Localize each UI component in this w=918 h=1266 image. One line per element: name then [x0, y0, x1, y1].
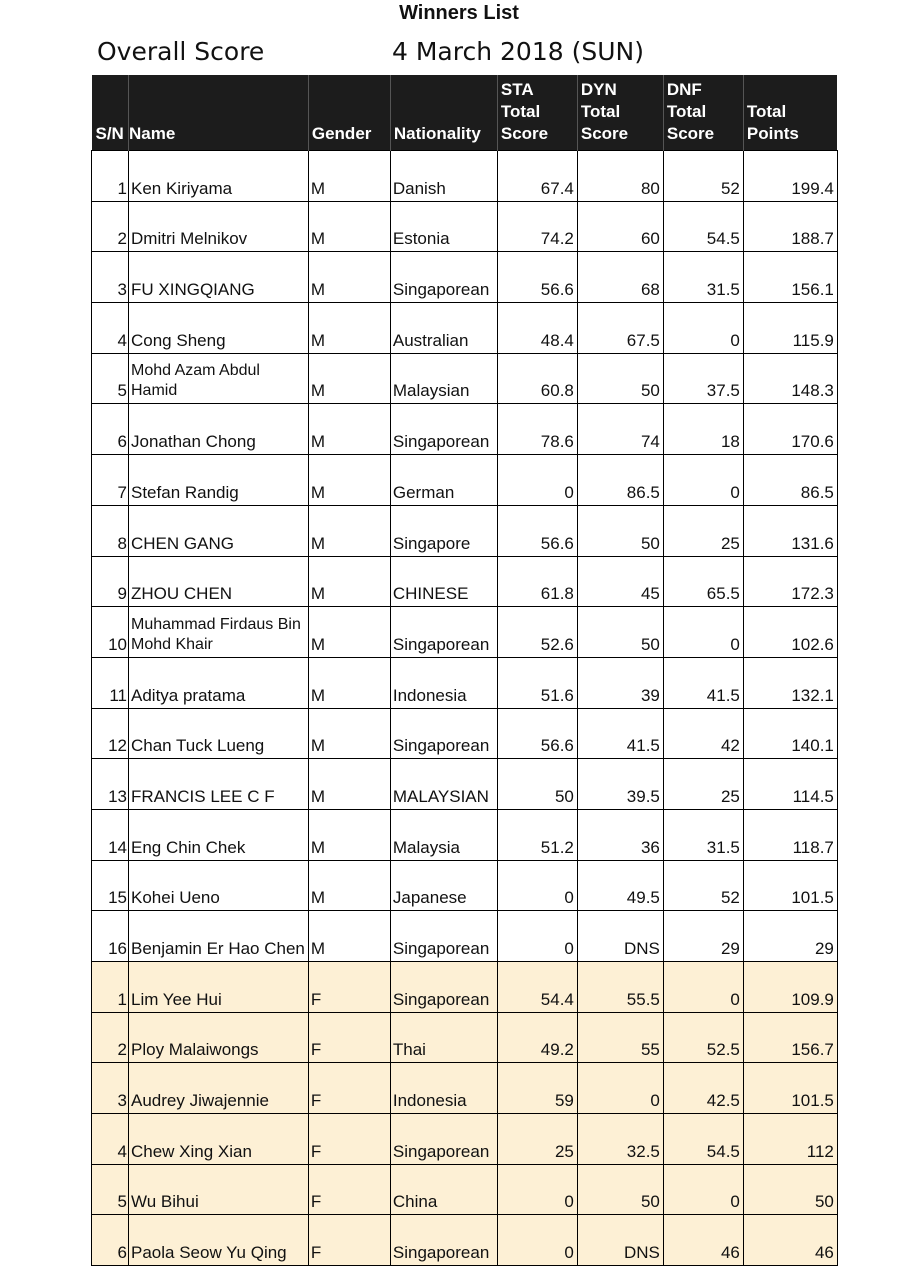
cell-total-points: 46 [743, 1215, 837, 1266]
cell-dnf-score: 37.5 [663, 353, 743, 404]
cell-dyn-score: 50 [577, 353, 663, 404]
cell-gender: M [308, 201, 390, 252]
cell-name [129, 353, 309, 404]
cell-nationality: Malaysian [390, 353, 497, 404]
header-sta-line1: STA [500, 80, 534, 99]
cell-dyn-score: 55.5 [577, 962, 663, 1013]
header-total-line1: Total [746, 102, 787, 121]
table-header [92, 75, 838, 151]
table-row [92, 151, 838, 202]
cell-sta-score: 54.4 [497, 962, 577, 1013]
cell-dyn-score: 39.5 [577, 759, 663, 810]
cell-gender: M [308, 911, 390, 962]
cell-dyn-score: 50 [577, 505, 663, 556]
cell-name: Chan Tuck Lueng [129, 708, 309, 759]
table-row [92, 911, 838, 962]
table-row [92, 607, 838, 658]
cell-total-points: 148.3 [743, 353, 837, 404]
cell-sn: 4 [92, 1114, 129, 1165]
cell-dyn-score: 80 [577, 151, 663, 202]
cell-nationality: Indonesia [390, 1063, 497, 1114]
cell-total-points: 156.7 [743, 1012, 837, 1063]
cell-sn: 5 [92, 353, 129, 404]
cell-gender: F [308, 1215, 390, 1266]
table-row [92, 1215, 838, 1266]
cell-nationality: Singaporean [390, 252, 497, 303]
cell-name [129, 607, 309, 658]
cell-sn: 13 [92, 759, 129, 810]
cell-sta-score: 74.2 [497, 201, 577, 252]
cell-gender: M [308, 657, 390, 708]
table-row [92, 759, 838, 810]
cell-total-points: 188.7 [743, 201, 837, 252]
cell-sn: 16 [92, 911, 129, 962]
cell-total-points: 86.5 [743, 455, 837, 506]
cell-name: Kohei Ueno [129, 860, 309, 911]
cell-name: Benjamin Er Hao Chen [129, 911, 309, 962]
table-row [92, 657, 838, 708]
cell-total-points: 156.1 [743, 252, 837, 303]
cell-dnf-score: 29 [663, 911, 743, 962]
header-gender: Gender [308, 75, 390, 151]
cell-name: Stefan Randig [129, 455, 309, 506]
cell-dnf-score: 0 [663, 1164, 743, 1215]
cell-gender: M [308, 809, 390, 860]
cell-dnf-score: 0 [663, 455, 743, 506]
table-body [92, 151, 838, 1266]
cell-total-points: 112 [743, 1114, 837, 1165]
table-row [92, 353, 838, 404]
cell-dyn-score: 74 [577, 404, 663, 455]
header-dyn-line2: Total [580, 102, 621, 121]
cell-gender: F [308, 1063, 390, 1114]
cell-sn: 1 [92, 962, 129, 1013]
cell-sta-score: 78.6 [497, 404, 577, 455]
cell-sn: 6 [92, 1215, 129, 1266]
cell-nationality: MALAYSIAN [390, 759, 497, 810]
cell-name: Paola Seow Yu Qing [129, 1215, 309, 1266]
cell-dnf-score: 31.5 [663, 809, 743, 860]
cell-sn: 3 [92, 1063, 129, 1114]
cell-dyn-score: 55 [577, 1012, 663, 1063]
cell-dyn-score: 60 [577, 201, 663, 252]
header-dnf-score [663, 75, 743, 151]
cell-total-points: 131.6 [743, 505, 837, 556]
cell-sta-score: 59 [497, 1063, 577, 1114]
header-dyn-score [577, 75, 663, 151]
cell-dnf-score: 46 [663, 1215, 743, 1266]
winners-table [91, 75, 838, 1266]
cell-total-points: 114.5 [743, 759, 837, 810]
header-sta-line3: Score [500, 124, 549, 143]
cell-sta-score: 0 [497, 455, 577, 506]
cell-nationality: Danish [390, 151, 497, 202]
cell-total-points: 50 [743, 1164, 837, 1215]
cell-name: Lim Yee Hui [129, 962, 309, 1013]
cell-sta-score: 51.2 [497, 809, 577, 860]
cell-nationality: Singaporean [390, 404, 497, 455]
cell-dnf-score: 41.5 [663, 657, 743, 708]
cell-name: ZHOU CHEN [129, 556, 309, 607]
document-title: Winners List [399, 2, 519, 24]
cell-total-points: 170.6 [743, 404, 837, 455]
cell-nationality: CHINESE [390, 556, 497, 607]
cell-nationality: Singaporean [390, 962, 497, 1013]
table-row [92, 860, 838, 911]
header-sta-line2: Total [500, 102, 541, 121]
cell-total-points: 29 [743, 911, 837, 962]
cell-gender: M [308, 353, 390, 404]
cell-total-points: 102.6 [743, 607, 837, 658]
cell-dnf-score: 25 [663, 505, 743, 556]
cell-nationality: Singaporean [390, 1114, 497, 1165]
cell-nationality: Singaporean [390, 1215, 497, 1266]
cell-sn: 5 [92, 1164, 129, 1215]
cell-nationality: Singaporean [390, 911, 497, 962]
overall-score-label: Overall Score [97, 37, 265, 66]
table-row [92, 404, 838, 455]
cell-gender: M [308, 303, 390, 354]
cell-name: CHEN GANG [129, 505, 309, 556]
cell-sn: 7 [92, 455, 129, 506]
header-sn: S/N [92, 75, 129, 151]
cell-nationality: Japanese [390, 860, 497, 911]
table-row [92, 455, 838, 506]
cell-sn: 12 [92, 708, 129, 759]
cell-sta-score: 56.6 [497, 708, 577, 759]
cell-dnf-score: 31.5 [663, 252, 743, 303]
table-row [92, 201, 838, 252]
cell-name: Aditya pratama [129, 657, 309, 708]
cell-sta-score: 25 [497, 1114, 577, 1165]
cell-dnf-score: 54.5 [663, 201, 743, 252]
cell-sn: 2 [92, 201, 129, 252]
cell-dnf-score: 25 [663, 759, 743, 810]
cell-sta-score: 50 [497, 759, 577, 810]
cell-dyn-score: 39 [577, 657, 663, 708]
cell-nationality: Thai [390, 1012, 497, 1063]
cell-sta-score: 0 [497, 911, 577, 962]
header-sta-score [497, 75, 577, 151]
cell-name: FRANCIS LEE C F [129, 759, 309, 810]
cell-sn: 1 [92, 151, 129, 202]
cell-dyn-score: 36 [577, 809, 663, 860]
cell-nationality: Malaysia [390, 809, 497, 860]
cell-sta-score: 0 [497, 1164, 577, 1215]
cell-sn: 6 [92, 404, 129, 455]
header-total-points [743, 75, 837, 151]
cell-dnf-score: 0 [663, 303, 743, 354]
cell-name: Cong Sheng [129, 303, 309, 354]
cell-total-points: 118.7 [743, 809, 837, 860]
cell-name-text: Mohd Azam Abdul Hamid [131, 362, 260, 400]
cell-name: Chew Xing Xian [129, 1114, 309, 1165]
cell-nationality: China [390, 1164, 497, 1215]
cell-sn: 4 [92, 303, 129, 354]
cell-total-points: 115.9 [743, 303, 837, 354]
cell-name: FU XINGQIANG [129, 252, 309, 303]
header-row [92, 75, 838, 151]
cell-sta-score: 51.6 [497, 657, 577, 708]
cell-total-points: 109.9 [743, 962, 837, 1013]
table-row [92, 1012, 838, 1063]
cell-sn: 15 [92, 860, 129, 911]
cell-dyn-score: 67.5 [577, 303, 663, 354]
cell-gender: M [308, 252, 390, 303]
header-dnf-line2: Total [666, 102, 707, 121]
cell-dnf-score: 0 [663, 607, 743, 658]
cell-sn: 11 [92, 657, 129, 708]
cell-dnf-score: 52 [663, 151, 743, 202]
cell-nationality: German [390, 455, 497, 506]
cell-sta-score: 52.6 [497, 607, 577, 658]
cell-dyn-score: DNS [577, 911, 663, 962]
cell-gender: M [308, 759, 390, 810]
cell-dnf-score: 52 [663, 860, 743, 911]
table-row [92, 1063, 838, 1114]
cell-gender: M [308, 404, 390, 455]
cell-nationality: Singaporean [390, 607, 497, 658]
cell-gender: M [308, 607, 390, 658]
cell-dyn-score: 45 [577, 556, 663, 607]
cell-dnf-score: 52.5 [663, 1012, 743, 1063]
cell-name: Eng Chin Chek [129, 809, 309, 860]
table-row [92, 809, 838, 860]
cell-name: Jonathan Chong [129, 404, 309, 455]
cell-sta-score: 60.8 [497, 353, 577, 404]
header-nationality: Nationality [390, 75, 497, 151]
table-row [92, 708, 838, 759]
cell-sta-score: 61.8 [497, 556, 577, 607]
cell-nationality: Australian [390, 303, 497, 354]
cell-sn: 14 [92, 809, 129, 860]
header-dyn-line1: DYN [580, 80, 617, 99]
cell-sta-score: 49.2 [497, 1012, 577, 1063]
cell-total-points: 101.5 [743, 1063, 837, 1114]
cell-dyn-score: DNS [577, 1215, 663, 1266]
header-dyn-line3: Score [580, 124, 629, 143]
cell-dyn-score: 32.5 [577, 1114, 663, 1165]
header-total-line2: Points [746, 124, 799, 143]
cell-name: Ploy Malaiwongs [129, 1012, 309, 1063]
table-row [92, 1114, 838, 1165]
cell-gender: M [308, 505, 390, 556]
cell-sn: 3 [92, 252, 129, 303]
cell-gender: F [308, 1114, 390, 1165]
cell-sn: 10 [92, 607, 129, 658]
cell-dnf-score: 54.5 [663, 1114, 743, 1165]
cell-nationality: Singapore [390, 505, 497, 556]
table-row [92, 962, 838, 1013]
header-dnf-line3: Score [666, 124, 715, 143]
cell-dnf-score: 42.5 [663, 1063, 743, 1114]
cell-name: Dmitri Melnikov [129, 201, 309, 252]
cell-gender: M [308, 556, 390, 607]
cell-gender: M [308, 860, 390, 911]
cell-total-points: 199.4 [743, 151, 837, 202]
cell-dnf-score: 65.5 [663, 556, 743, 607]
cell-sta-score: 0 [497, 860, 577, 911]
cell-gender: M [308, 708, 390, 759]
cell-name: Ken Kiriyama [129, 151, 309, 202]
cell-dyn-score: 86.5 [577, 455, 663, 506]
cell-total-points: 132.1 [743, 657, 837, 708]
cell-name: Wu Bihui [129, 1164, 309, 1215]
cell-dyn-score: 50 [577, 1164, 663, 1215]
cell-sta-score: 0 [497, 1215, 577, 1266]
cell-sta-score: 56.6 [497, 252, 577, 303]
cell-sta-score: 67.4 [497, 151, 577, 202]
cell-sn: 9 [92, 556, 129, 607]
table-row [92, 556, 838, 607]
table-row [92, 303, 838, 354]
header-name: Name [129, 75, 309, 151]
cell-total-points: 101.5 [743, 860, 837, 911]
cell-nationality: Estonia [390, 201, 497, 252]
cell-sn: 8 [92, 505, 129, 556]
table-row [92, 505, 838, 556]
cell-name-text: Muhammad Firdaus Bin Mohd Khair [131, 615, 301, 653]
cell-dyn-score: 68 [577, 252, 663, 303]
cell-dyn-score: 50 [577, 607, 663, 658]
table-row [92, 252, 838, 303]
cell-dyn-score: 49.5 [577, 860, 663, 911]
cell-nationality: Singaporean [390, 708, 497, 759]
cell-name: Audrey Jiwajennie [129, 1063, 309, 1114]
cell-gender: F [308, 962, 390, 1013]
cell-sn: 2 [92, 1012, 129, 1063]
cell-dyn-score: 41.5 [577, 708, 663, 759]
cell-sta-score: 56.6 [497, 505, 577, 556]
cell-gender: F [308, 1164, 390, 1215]
cell-gender: F [308, 1012, 390, 1063]
table-row [92, 1164, 838, 1215]
cell-total-points: 172.3 [743, 556, 837, 607]
header-dnf-line1: DNF [666, 80, 702, 99]
cell-total-points: 140.1 [743, 708, 837, 759]
cell-gender: M [308, 455, 390, 506]
cell-dyn-score: 0 [577, 1063, 663, 1114]
cell-dnf-score: 42 [663, 708, 743, 759]
cell-dnf-score: 0 [663, 962, 743, 1013]
cell-sta-score: 48.4 [497, 303, 577, 354]
event-date: 4 March 2018 (SUN) [392, 37, 644, 66]
cell-dnf-score: 18 [663, 404, 743, 455]
cell-nationality: Indonesia [390, 657, 497, 708]
cell-gender: M [308, 151, 390, 202]
